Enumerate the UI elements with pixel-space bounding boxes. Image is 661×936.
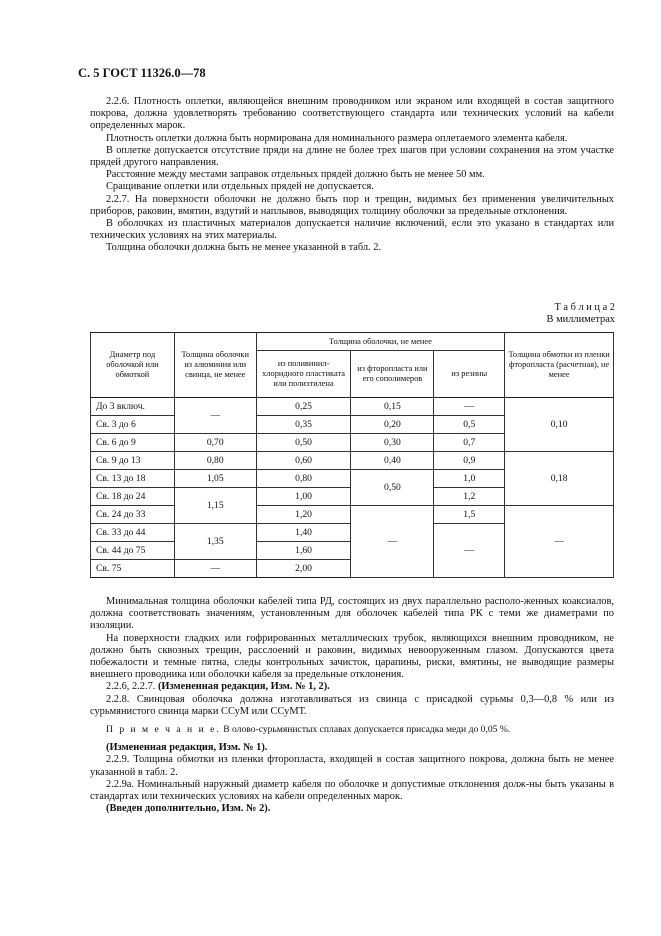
cell-pvc: 2,00 [256, 560, 351, 578]
cell-pvc: 0,35 [256, 416, 351, 434]
cell-pvc: 0,60 [256, 452, 351, 470]
header-diameter: Диаметр под оболочкой или обмоткой [91, 333, 175, 398]
cell-pvc: 1,20 [256, 506, 351, 524]
cell-al: 1,05 [174, 470, 256, 488]
header-group: Толщина оболочки, не менее [256, 333, 505, 351]
cell-diameter: Св. 18 до 24 [91, 488, 175, 506]
cell-rubber: — [434, 524, 505, 578]
table-units: В миллиметрах [546, 314, 615, 326]
cell-diameter: Св. 24 до 33 [91, 506, 175, 524]
table-row [91, 398, 614, 416]
table-2 [90, 332, 614, 578]
cell-al: 1,35 [174, 524, 256, 560]
cell-diameter: До 3 включ. [91, 398, 175, 416]
cell-pvc: 0,25 [256, 398, 351, 416]
cell-diameter: Св. 75 [91, 560, 175, 578]
amendment-line [90, 681, 614, 693]
text-block-top [90, 96, 614, 255]
paragraph: В оболочках из пластичных материалов допускается наличие включений, если это указано в стандартах или технических условиях на этих материалы. [90, 218, 614, 242]
cell-winding: 0,18 [505, 452, 614, 506]
cell-pvc: 1,00 [256, 488, 351, 506]
cell-fluoro: 0,15 [351, 398, 434, 416]
cell-pvc: 0,80 [256, 470, 351, 488]
cell-winding: 0,10 [505, 398, 614, 452]
paragraph: На поверхности гладких или гофрированных металлических трубок, являющихся внешним проводником, не должно быть сквозных трещин, расслоений и раковин, видимых невооруженным глазом. Допускаются цвета побежалости и темные пятна, следы контрольных зачисток, царапины, риски, вмятины, не выводящие размеры внешнего проводника или оболочки кабеля за предельные отклонения. [90, 632, 614, 681]
amendment-line: (Введен дополнительно, Изм. № 2). [106, 803, 271, 815]
cell-pvc: 1,40 [256, 524, 351, 542]
cell-rubber: 1,2 [434, 488, 505, 506]
header-rubber: из резины [434, 351, 505, 398]
paragraph: Минимальная толщина оболочки кабелей типа РД, состоящих из двух параллельно располо-женных коаксиалов, должна соответствовать значениям, установленным для оболочек кабелей типа РК с теми же диаметрами по изоляции. [90, 596, 614, 632]
cell-al: — [174, 398, 256, 434]
paragraph: 2.2.7. На поверхности оболочки не должно быть пор и трещин, видимых без применения увеличительных приборов, раковин, вмятин, вздутий и наплывов, выводящих толщину оболочки за предельные отклонения. [90, 193, 614, 217]
cell-diameter: Св. 9 до 13 [91, 452, 175, 470]
cell-fluoro: 0,40 [351, 452, 434, 470]
cell-al: — [174, 560, 256, 578]
cell-rubber: 1,0 [434, 470, 505, 488]
amendment-prefix: 2.2.6, 2.2.7. [106, 681, 158, 693]
paragraph: 2.2.9а. Номинальный наружный диаметр кабеля по оболочке и допустимые отклонения долж-ны быть указаны в стандартах или технических условиях на кабели определенных марок. [90, 778, 614, 803]
paragraph: Толщина оболочки должна быть не менее указанной в табл. 2. [106, 242, 382, 254]
header-fluoro: из фторопласта или его сополимеров [351, 351, 434, 398]
cell-diameter: Св. 6 до 9 [91, 434, 175, 452]
cell-rubber: — [434, 398, 505, 416]
paragraph: Сращивание оплетки или отдельных прядей не допускается. [106, 181, 374, 193]
note-text: В олово-сурьмянистых сплавах допускается присадка меди до 0,05 %. [220, 724, 511, 736]
amendment-line: (Измененная редакция, Изм. № 1). [106, 742, 268, 754]
paragraph: В оплетке допускается отсутствие пряди на длине не более трех шагов при условии сохранения на этом участке прядей другого направления. [90, 144, 614, 169]
paragraph: Плотность оплетки должна быть нормирована для номинального размера оплетаемого элемента кабеля. [106, 132, 568, 144]
cell-winding: — [505, 506, 614, 578]
table-caption: Т а б л и ц а 2 [554, 302, 615, 313]
cell-diameter: Св. 44 до 75 [91, 542, 175, 560]
cell-al: 1,15 [174, 488, 256, 524]
cell-al: 0,80 [174, 452, 256, 470]
cell-rubber: 0,5 [434, 416, 505, 434]
cell-rubber: 1,5 [434, 506, 505, 524]
cell-al: 0,70 [174, 434, 256, 452]
paragraph: 2.2.6. Плотность оплетки, являющейся внешним проводником или экраном или входящей в состав защитного покрова, должна удовлетворять требованию соответствующего стандарта или технических условий на кабели определенных марок. [90, 96, 614, 132]
cell-diameter: Св. 3 до 6 [91, 416, 175, 434]
table-row [91, 452, 614, 470]
table-row [91, 506, 614, 524]
amendment-bold: (Измененная редакция, Изм. № 1, 2). [157, 681, 330, 693]
cell-diameter: Св. 33 до 44 [91, 524, 175, 542]
cell-rubber: 0,7 [434, 434, 505, 452]
cell-fluoro: 0,50 [351, 470, 434, 506]
header-pvc-pe: из поливинил-хлоридного пластиката или полиэтилена [256, 351, 351, 398]
header-winding: Толщина обмотки из пленки фторопласта (расчетная), не менее [505, 333, 614, 398]
note-label: П р и м е ч а н и е. [106, 724, 221, 736]
cell-diameter: Св. 13 до 18 [91, 470, 175, 488]
text-block-bottom [90, 596, 614, 815]
note [90, 724, 614, 736]
cell-fluoro: 0,30 [351, 434, 434, 452]
table-caption-block [547, 302, 615, 326]
cell-fluoro: — [351, 506, 434, 578]
page-header: С. 5 ГОСТ 11326.0—78 [78, 66, 206, 80]
cell-pvc: 0,50 [256, 434, 351, 452]
paragraph: 2.2.9. Толщина обмотки из пленки фторопласта, входящей в состав защитного покрова, должна быть не менее указанной в табл. 2. [90, 754, 614, 778]
paragraph: 2.2.8. Свинцовая оболочка должна изготавливаться из свинца с присадкой сурьмы 0,3—0,8 % или из сурьмянистого свинца марки ССуМ или ССуМТ. [90, 693, 614, 717]
cell-fluoro: 0,20 [351, 416, 434, 434]
cell-rubber: 0,9 [434, 452, 505, 470]
header-al-pb: Толщина оболочки из алюминия или свинца, не менее [174, 333, 256, 398]
cell-pvc: 1,60 [256, 542, 351, 560]
paragraph: Расстояние между местами заправок отдельных прядей должно быть не менее 50 мм. [106, 169, 485, 181]
